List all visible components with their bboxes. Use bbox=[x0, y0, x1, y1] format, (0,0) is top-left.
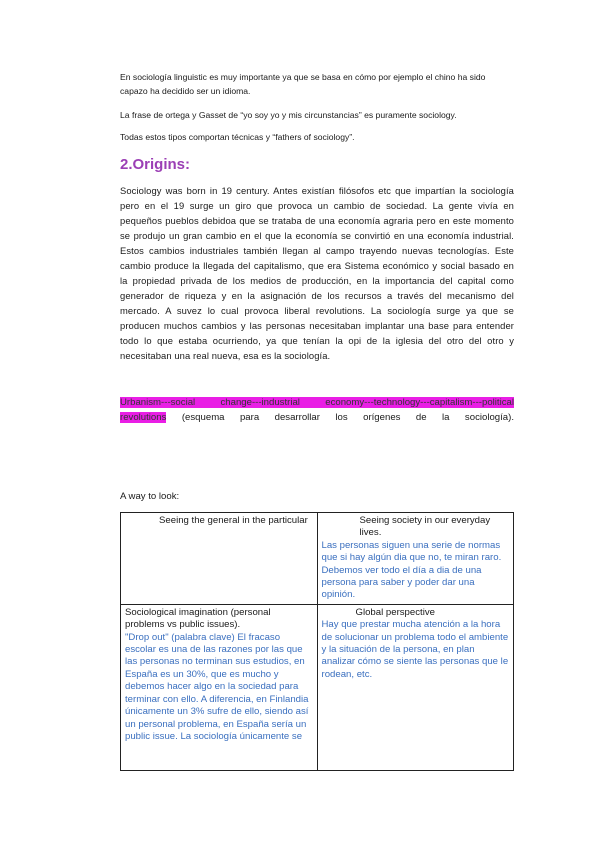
table-cell-sociological-imagination bbox=[121, 604, 318, 770]
table-row bbox=[121, 604, 514, 770]
perspectives-table bbox=[120, 512, 514, 771]
table-cell-global-perspective bbox=[317, 604, 514, 770]
scheme-note: (esquema para desarrollar los orígenes de la sociología). bbox=[181, 412, 514, 423]
cell-heading: Seeing society in our everyday lives. bbox=[359, 515, 491, 539]
cell-heading: Global perspective bbox=[355, 606, 435, 618]
cell-heading: Seeing the general in the particular bbox=[159, 515, 308, 526]
way-to-look-label: A way to look: bbox=[120, 491, 180, 502]
cell-body: Las personas siguen una serie de normas que si hay algún dia que no, te miran raro. Debemos ver todo el día a dia de una persona para saber y poder dar una opinión. bbox=[321, 539, 502, 601]
cell-heading: Sociological imagination (personal problems vs public issues). bbox=[125, 606, 271, 631]
paragraph-linguistic: En sociología linguistic es muy importante ya que se basa en cómo por ejemplo el chino ha sido capazo ha decidido ser un idioma. bbox=[120, 72, 486, 96]
cell-body: Hay que prestar mucha atención a la hora de solucionar un problema todo el ambiente y la situación de la persona, en plan analizar cómo se siente las personas que le rodean, etc. bbox=[321, 619, 509, 680]
table-cell-general-in-particular bbox=[121, 513, 318, 605]
table-cell-society-everyday bbox=[317, 513, 514, 605]
origins-paragraph: Sociology was born in 19 century. Antes existían filósofos etc que impartían la sociología pero en el 19 surge un giro que provoca un cambio de sociedad. La gente vivía en pequeños pueblos debidoa que se trataba de una economía agraria pero en este momento se produjo un gran cambio en el que la economía se convirtió en una economía industrial. Estos cambios industriales también llegan al campo trayendo nuevas tecnologías. Este cambio produce la llegada del capitalismo, que era Sistema económico y social basado en la propiedad privada de los medios de producción, en la importancia del capital como generador de riqueza y en la asignación de los recursos a través del mecanismo del mercado. A suvez lo cual provoca liberal revolutions. La sociología surge ya que se producen muchos cambios y las personas necesitaban implantar una base para entender todo lo que estaba ocurriendo, ya que tenían la opi de la iglesia del otro del otro y necesitaban una real nueva, esa es la sociología. bbox=[120, 185, 514, 361]
paragraph-ortega-gasset: La frase de ortega y Gasset de “yo soy yo y mis circunstancias” es puramente sociology. bbox=[120, 110, 457, 120]
highlighted-scheme: Urbanism---social change---industrial economy---technology---capitalism---political revolutions bbox=[120, 397, 514, 423]
section-heading-origins: 2.Origins: bbox=[120, 156, 191, 173]
paragraph-fathers-of-sociology: Todas estos tipos comportan técnicas y “fathers of sociology”. bbox=[120, 132, 355, 142]
scheme-paragraph bbox=[120, 395, 514, 425]
table-row bbox=[121, 513, 514, 605]
cell-body: "Drop out" (palabra clave) El fracaso escolar es una de las razones por las que las personas no terminan sus estudios, en España es un 30%, que es mucho y debemos hacer algo en la sociedad para terminar con ello. A diferencia, en Finlandia únicamente un 3% sufre de ello, siendo así un personal problema, en España sería un public issue. La sociología únicamente se bbox=[125, 631, 309, 742]
